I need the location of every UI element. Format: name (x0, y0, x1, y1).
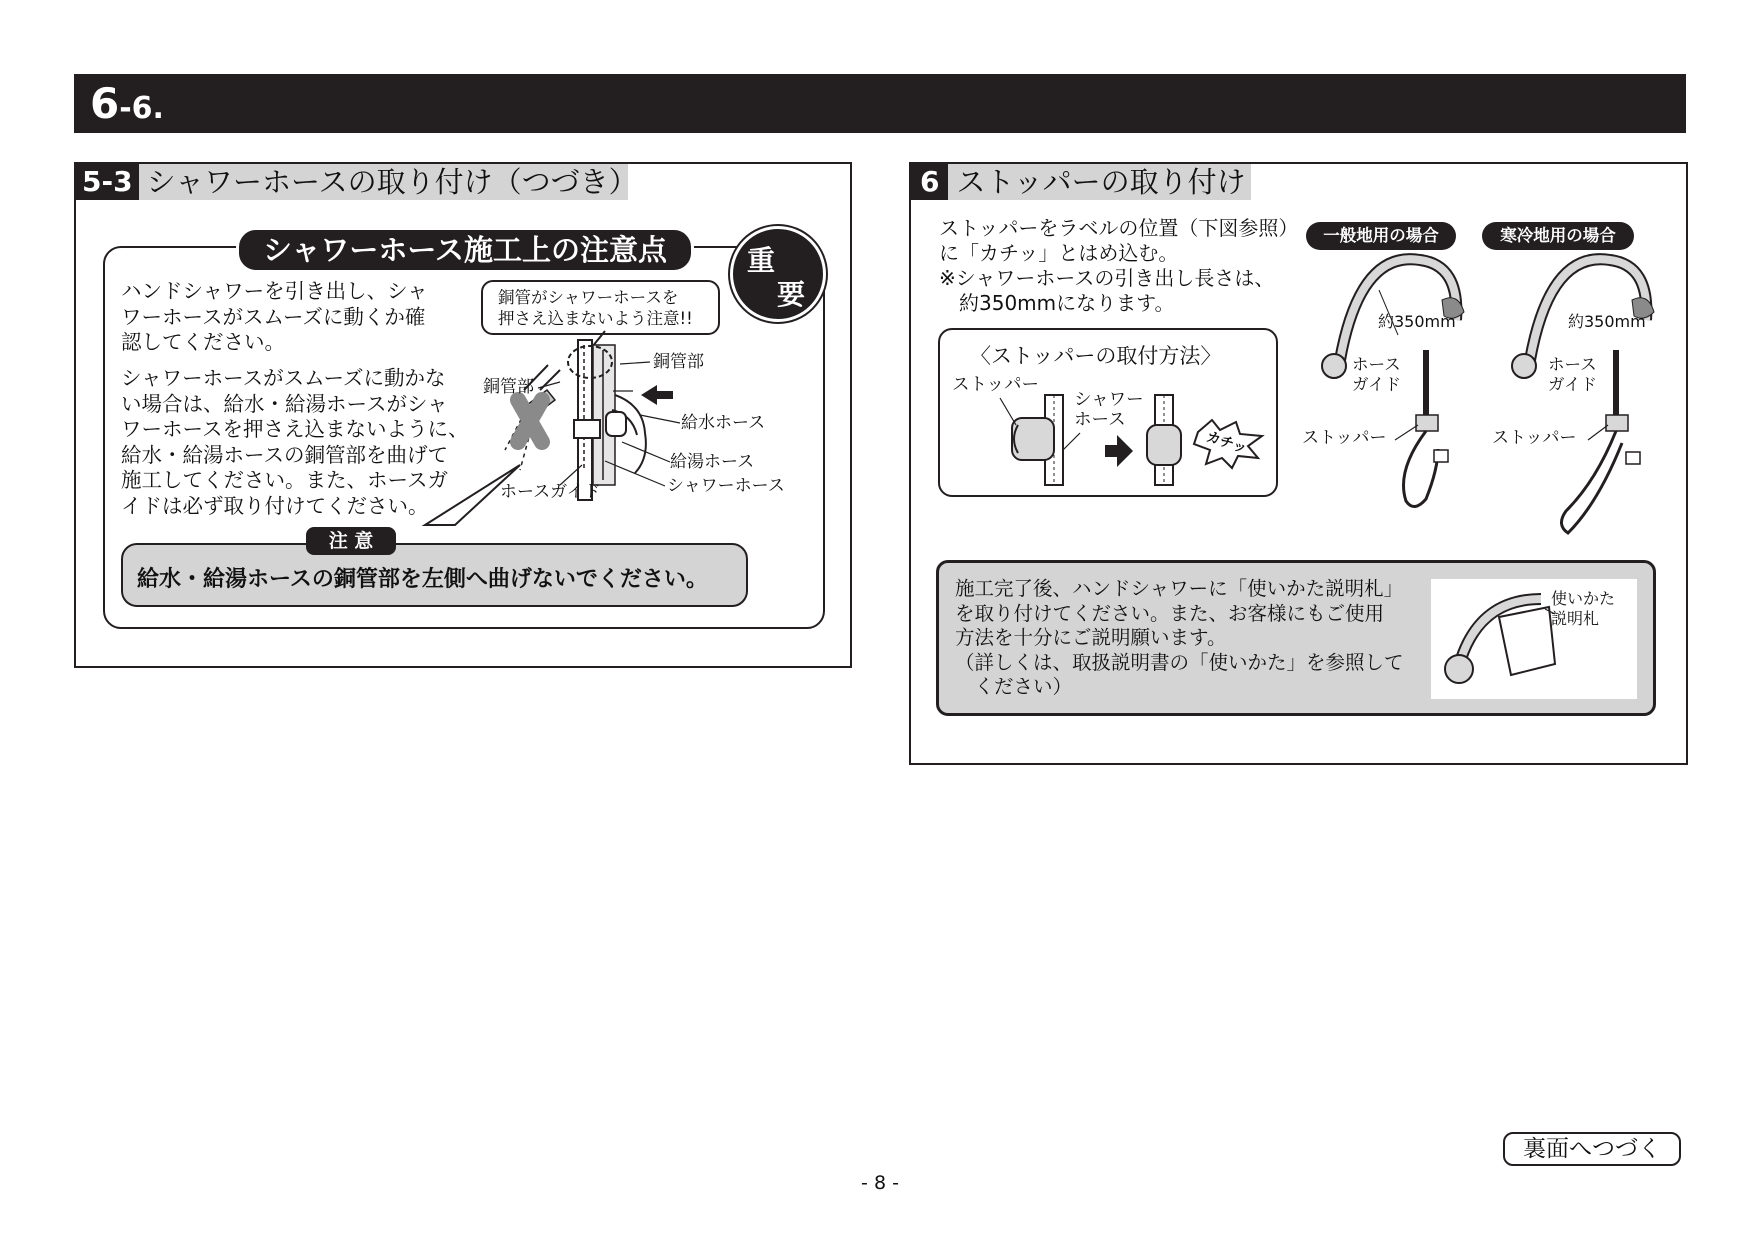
usage-tag-label: 使いかた 説明札 (1551, 589, 1616, 628)
heading-number: 6 (90, 79, 120, 128)
caution-label: 注 意 (306, 527, 396, 555)
cold-length-label: 約350mm (1568, 312, 1646, 331)
warning-callout-text: 銅管がシャワーホースを 押さえ込まないよう注意!! (498, 288, 693, 328)
general-length-label: 約350mm (1378, 312, 1456, 331)
cold-hose-guide-label: ホース ガイド (1548, 355, 1598, 394)
important-badge-char-2: 要 (777, 278, 806, 311)
usage-tag-illustration-box (1431, 579, 1637, 699)
instruction-paragraph-1: ハンドシャワーを引き出し、シャ ワーホースがスムーズに動くか確 認してください。 (121, 279, 428, 354)
label-hot-water-hose: 給湯ホース (670, 452, 755, 472)
general-area-badge: 一般地用の場合 (1306, 222, 1456, 250)
section-6-number: 6 (911, 164, 948, 200)
label-shower-hose: シャワーホース (667, 476, 785, 496)
notice-title: シャワーホース施工上の注意点 (236, 227, 694, 273)
important-badge-char-1: 重 (747, 244, 776, 277)
label-water-hose: 給水ホース (681, 413, 766, 433)
section-5-3-number: 5-3 (76, 164, 139, 200)
continue-on-back-label: 裏面へつづく (1503, 1132, 1681, 1166)
label-copper-pipe-left: 銅管部 (483, 377, 534, 397)
click-sound-label: カチッ (1204, 428, 1249, 457)
section-5-3-title: シャワーホースの取り付け（つづき） (146, 165, 638, 199)
label-shower-hose-method: シャワー ホース (1074, 390, 1144, 430)
general-stopper-label: ストッパー (1302, 428, 1387, 448)
label-stopper-method: ストッパー (952, 375, 1039, 395)
cold-stopper-label: ストッパー (1492, 428, 1577, 448)
general-hose-guide-label: ホース ガイド (1352, 355, 1402, 394)
caution-text: 給水・給湯ホースの銅管部を左側へ曲げないでください。 (137, 567, 708, 592)
stopper-method-title: 〈ストッパーの取付方法〉 (970, 344, 1222, 368)
section-6-title: ストッパーの取り付け (956, 165, 1246, 199)
heading-subnumber: -6. (119, 91, 164, 126)
completion-text: 施工完了後、ハンドシャワーに「使いかた説明札」 を取り付けてください。また、お客様にもご使用 方法を十分にご説明願います。 （詳しくは、取扱説明書の「使いかた」を参照して ください） (955, 577, 1404, 698)
cold-area-badge: 寒冷地用の場合 (1482, 222, 1634, 250)
label-hose-guide: ホースガイド (500, 482, 601, 502)
label-copper-pipe-right: 銅管部 (653, 352, 704, 372)
completion-box (936, 560, 1656, 716)
instruction-paragraph-2: シャワーホースがスムーズに動かな い場合は、給水・給湯ホースがシャ ワーホースを押さえ込まないように、 給水・給湯ホースの銅管部を曲げて 施工してください。また、ホースガ イドは必ず取り付けてください。 (121, 366, 469, 518)
stopper-instruction: ストッパーをラベルの位置（下図参照） に「カチッ」とはめ込む。 ※シャワーホースの引き出し長さは、 約350mmになります。 (939, 216, 1299, 315)
page-number: - 8 - (861, 1172, 899, 1194)
